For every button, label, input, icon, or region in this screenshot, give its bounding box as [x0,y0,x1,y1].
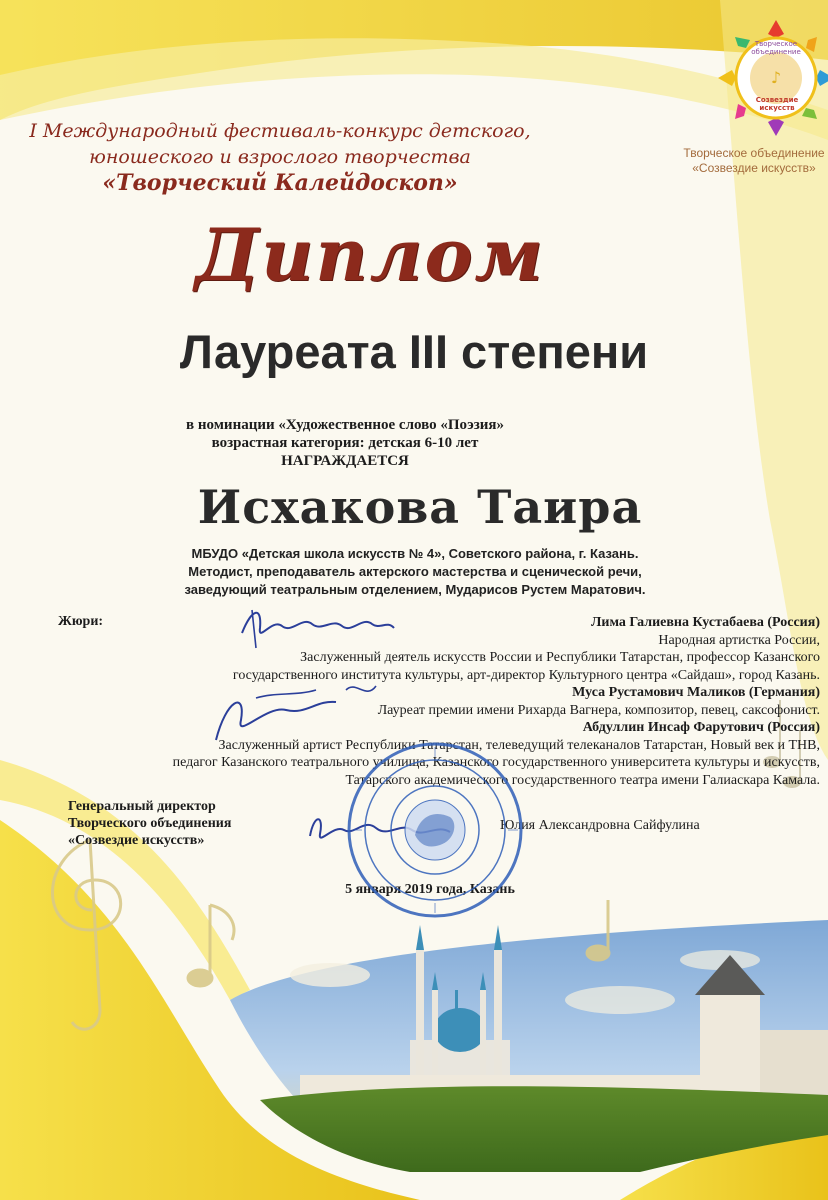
director-name: Юлия Александровна Сайфулина [500,818,700,833]
festival-line1: I Международный фестиваль-конкурс детского, [29,120,531,142]
jury-member-desc: Заслуженный артист Республики Татарстан, телеведущий телеканалов Татарстан, Новый век и ТНВ, [218,737,820,753]
school-line1: МБУДО «Детская школа искусств № 4», Советского района, г. Казань. [191,546,639,561]
festival-line2: юношеского и взрослого творчества [89,146,471,168]
jury-member-desc: государственного института культуры, арт-директор Культурного центра «Сайдаш», город Казань. [232,667,820,683]
school-line3: заведующий театральным отделением, Мударисов Рустем Маратович. [184,582,646,597]
organizer-caption-line1: Творческое объединение [683,146,825,160]
kazan-kremlin-panorama-image [230,920,828,1172]
recipient-name: Исхакова Таира [197,480,643,534]
organization-stamp [340,735,530,925]
date-place: 5 января 2019 года, Казань [345,882,515,897]
diploma-degree: Лауреата III степени [179,325,649,378]
festival-name: «Творческий Калейдоскоп» [102,170,458,196]
jury-member-name: Муса Рустамович Маликов (Германия) [572,685,820,700]
signature-jury-1 [232,598,402,658]
nomination-line3: НАГРАЖДАЕТСЯ [281,453,409,469]
jury-member-name: Лима Галиевна Кустабаева (Россия) [590,615,820,630]
nomination-line2: возрастная категория: детская 6-10 лет [211,435,479,451]
director-line3: «Созвездие искусств» [68,833,205,848]
jury-member-desc: Заслуженный деятель искусств России и Республики Татарстан, профессор Казанского [300,650,820,665]
festival-header [20,118,540,196]
jury-member-desc: педагог Казанского театрального училища, Казанского государственного университета культуры и искусств, [172,755,820,770]
logo-text: Созвездие искусств [755,96,799,112]
jury-member-desc: Народная артистка России, [658,632,820,648]
nomination-block [130,416,560,470]
jury-member-name: Абдуллин Инсаф Фарутович (Россия) [582,720,820,735]
jury-label: Жюри: [58,614,104,629]
svg-text:♪: ♪ [770,68,782,87]
school-block [150,545,680,599]
director-line2: Творческого объединения [68,816,232,831]
jury-member-desc: Лауреат премии имени Рихарда Вагнера, композитор, певец, саксофонист. [377,702,820,718]
nomination-line1: в номинации «Художественное слово «Поэзия» [186,417,504,433]
director-line1: Генеральный директор [68,799,216,814]
director-title [68,798,298,849]
jury-member-desc: Татарского академического государственного театра имени Галиаскара Камала. [345,772,820,788]
organizer-caption [680,146,828,176]
diploma-title: Диплом [195,212,545,297]
school-line2: Методист, преподаватель актерского мастерства и сценической речи, [188,564,642,579]
logo-top-text: Творческое объединение [751,40,801,56]
organizer-caption-line2: «Созвездие искусств» [692,161,816,175]
